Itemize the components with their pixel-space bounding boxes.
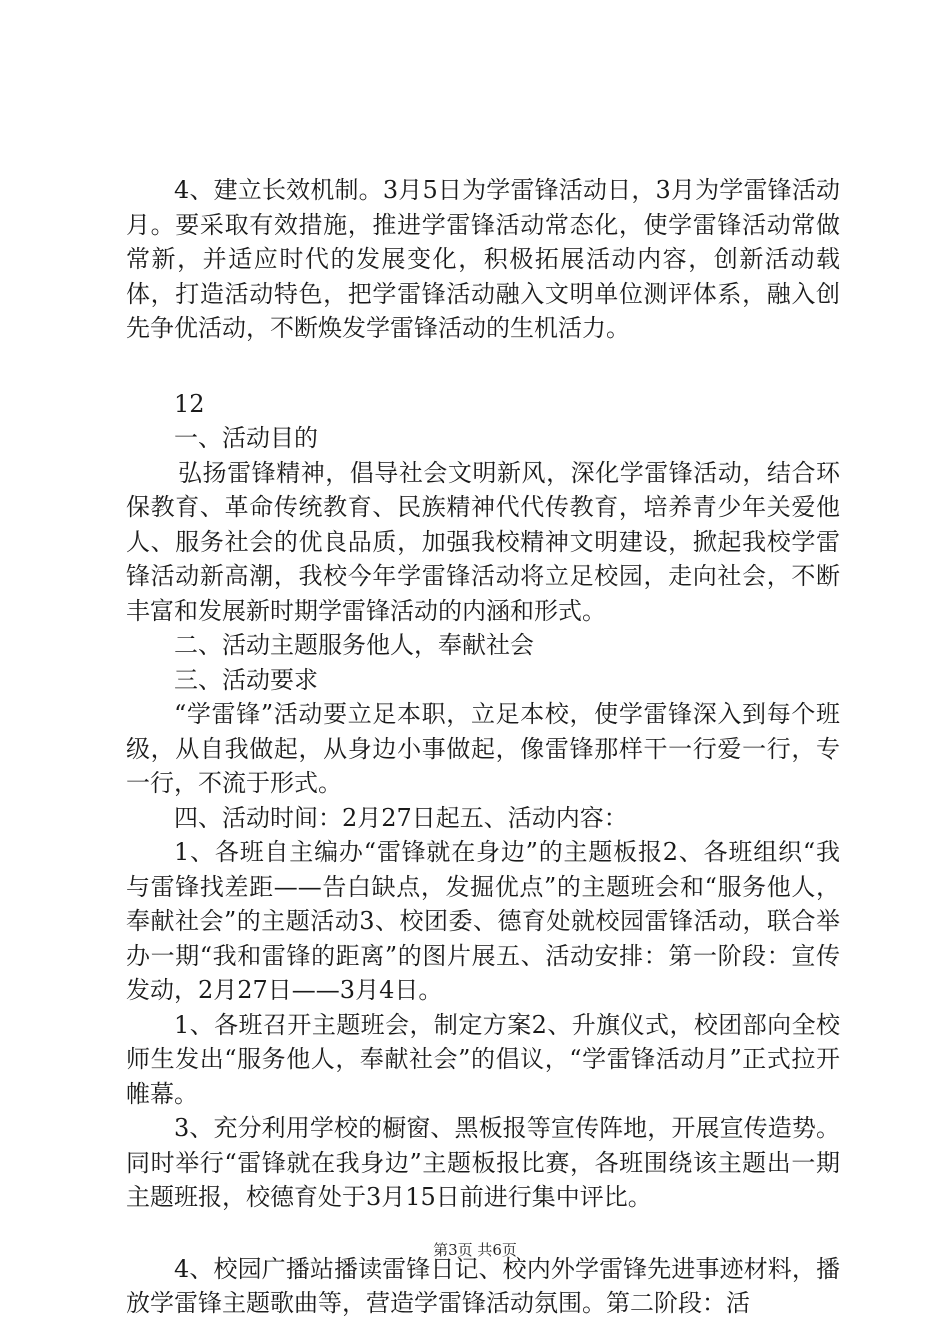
paragraph-activity-purpose: 弘扬雷锋精神，倡导社会文明新风，深化学雷锋活动，结合环保教育、革命传统教育、民族精神代代传教育，培养青少年关爱他人、服务社会的优良品质，加强我校精神文明建设，掀起我校学雷锋活动新高潮，我校今年学雷锋活动将立足校园，走向社会，不断丰富和发展新时期学雷锋活动的内涵和形式。: [126, 458, 840, 625]
heading-activity-purpose: 一、活动目的: [174, 424, 318, 452]
heading-activity-requirements: 三、活动要求: [174, 665, 318, 694]
paragraph-long-term-mechanism: 4、建立长效机制。3月5日为学雷锋活动日，3月为学雷锋活动月。要采取有效措施，推进学雷锋活动常态化，使学雷锋活动常做常新，并适应时代的发展变化，积极拓展活动内容，创新活动载体，打造活动特色，把学雷锋活动融入文明单位测评体系，融入创先争优活动，不断焕发学雷锋活动的生机活力。: [126, 176, 840, 342]
paragraph-activity-content: 1、各班自主编办“雷锋就在身边”的主题板报2、各班组织“我与雷锋找差距——告白缺点，发掘优点”的主题班会和“服务他人，奉献社会”的主题活动3、校团委、德育处就校园雷锋活动，联合举办一期“我和雷锋的距离”的图片展五、活动安排：第一阶段：宣传发动，2月27日——3月4日。: [126, 838, 840, 1004]
paragraph-publicity: 3、充分利用学校的橱窗、黑板报等宣传阵地，开展宣传造势。同时举行“雷锋就在我身边”主题板报比赛，各班围绕该主题出一期主题班报，校德育处于3月15日前进行集中评比。: [126, 1114, 840, 1211]
paragraph-broadcast: 4、校园广播站播读雷锋日记、校内外学雷锋先进事迹材料，播放学雷锋主题歌曲等，营造学雷锋活动氛围。第二阶段：活: [126, 1254, 840, 1317]
page-number-footer: 第3页 共6页: [433, 1241, 517, 1259]
document-body: [126, 173, 840, 1321]
section-number: 12: [174, 389, 205, 418]
heading-activity-theme: 二、活动主题服务他人，奉献社会: [174, 631, 534, 659]
paragraph-class-meeting: 1、各班召开主题班会，制定方案2、升旗仪式，校团部向全校师生发出“服务他人，奉献社会”的倡议，“学雷锋活动月”正式拉开帷幕。: [126, 1010, 840, 1108]
paragraph-activity-requirements: “学雷锋”活动要立足本职，立足本校，使学雷锋深入到每个班级，从自我做起，从身边小事做起，像雷锋那样干一行爱一行，专一行，不流于形式。: [126, 700, 840, 797]
heading-activity-time: 四、活动时间：2月27日起五、活动内容：: [174, 803, 628, 832]
